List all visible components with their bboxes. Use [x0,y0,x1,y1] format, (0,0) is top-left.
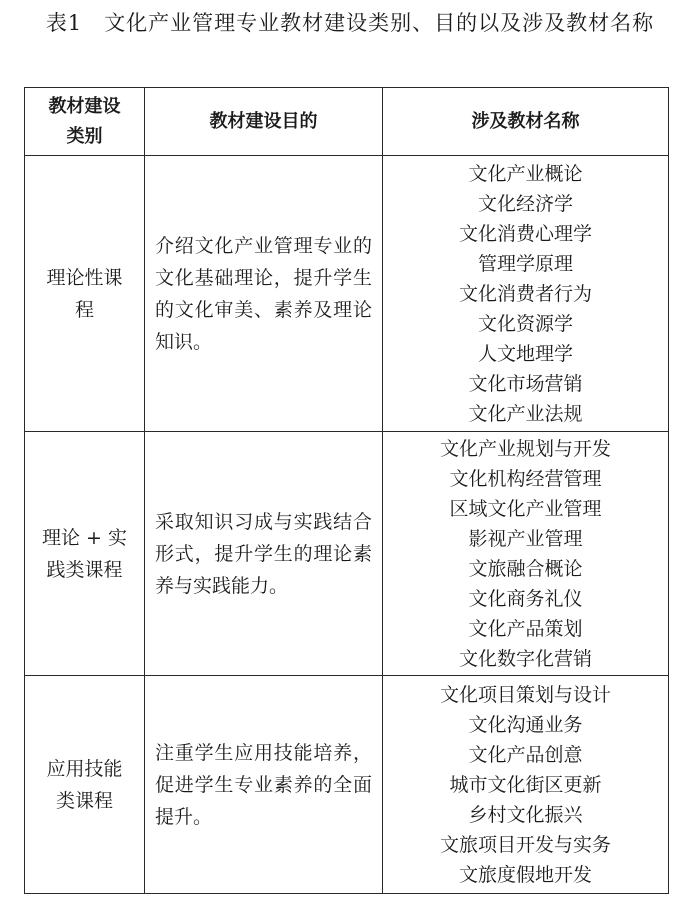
textbook-item: 区域文化产业管理 [449,497,602,520]
textbook-item: 城市文化街区更新 [449,773,602,796]
textbook-item: 文化产品策划 [468,617,583,640]
textbooks-cell [383,432,669,676]
textbook-item: 文化产业概论 [468,162,583,185]
textbook-item: 文化消费心理学 [458,222,592,245]
textbook-item: 文旅度假地开发 [458,863,592,886]
table-row [25,156,669,432]
textbook-item: 管理学原理 [477,252,573,275]
table-number: 表1 [45,11,83,35]
textbook-item: 文化市场营销 [468,372,583,395]
textbook-item: 影视产业管理 [468,527,583,550]
textbooks-cell [383,676,669,894]
textbook-item: 文化产品创意 [468,743,583,766]
category-cell: 理论性课程 [25,156,145,432]
table-row [25,432,669,676]
header-category-text: 教材建设类别 [48,95,121,147]
purpose-cell: 采取知识习成与实践结合形式，提升学生的理论素养与实践能力。 [145,432,383,676]
header-textbooks: 涉及教材名称 [383,88,669,156]
textbook-item: 文化沟通业务 [468,713,583,736]
textbook-table [24,87,669,894]
textbook-item: 文化资源学 [477,312,573,335]
textbook-item: 人文地理学 [477,342,573,365]
header-purpose: 教材建设目的 [145,88,383,156]
textbook-item: 文化产业法规 [468,402,583,425]
textbook-item: 文化产业规划与开发 [439,437,611,460]
textbook-item: 文化商务礼仪 [468,587,583,610]
purpose-cell: 注重学生应用技能培养，促进学生专业素养的全面提升。 [145,676,383,894]
table-title: 文化产业管理专业教材建设类别、目的以及涉及教材名称 [104,11,655,35]
table-row [25,676,669,894]
textbook-item: 文化机构经营管理 [449,467,602,490]
textbook-item: 文化数字化营销 [458,647,592,670]
header-category [25,88,145,156]
category-cell: 应用技能类课程 [25,676,145,894]
textbooks-cell [383,156,669,432]
header-row [25,88,669,156]
textbook-item: 文旅融合概论 [468,557,583,580]
textbook-item: 文化项目策划与设计 [439,683,611,706]
category-cell: 理论 + 实践类课程 [25,432,145,676]
textbook-item: 乡村文化振兴 [468,803,583,826]
textbook-item: 文旅项目开发与实务 [439,833,611,856]
table-caption [0,6,700,40]
textbook-item: 文化经济学 [477,192,573,215]
purpose-cell: 介绍文化产业管理专业的文化基础理论，提升学生的文化审美、素养及理论知识。 [145,156,383,432]
textbook-item: 文化消费者行为 [458,282,592,305]
